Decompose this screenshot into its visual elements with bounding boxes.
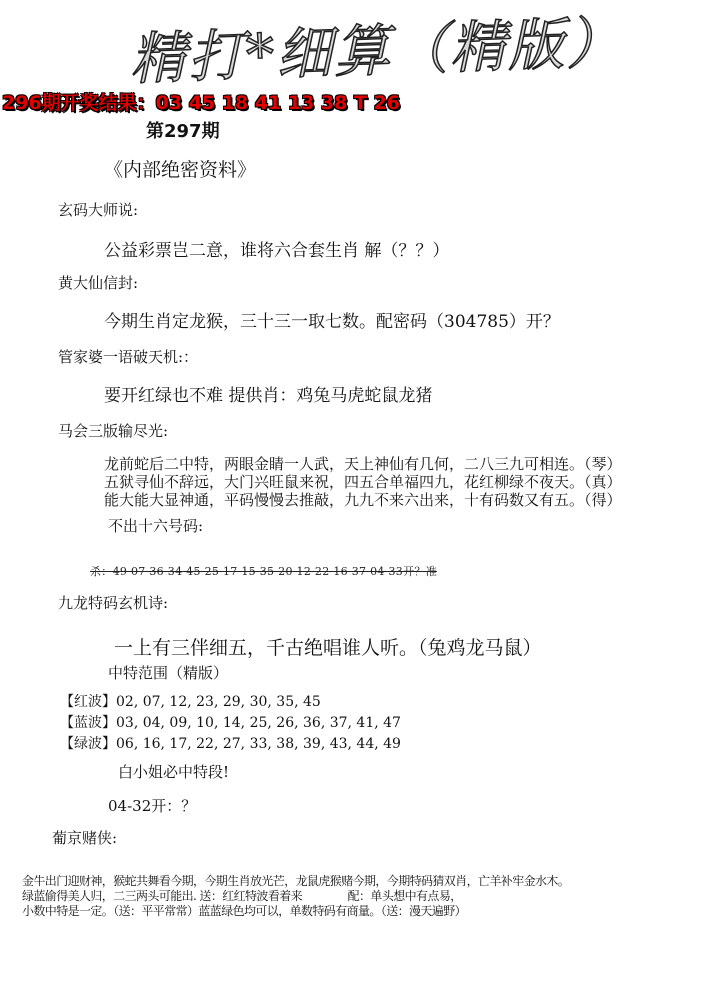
guanjia-label: 管家婆一语破天机:： (58, 348, 199, 366)
banner-title: 精打*细算（精版） (128, 10, 625, 93)
kill-numbers: 杀：49 07 36 34 45 25 17 15 35 20 12 22 16 37 04 33开？准 (90, 565, 438, 578)
green-wave-row (60, 733, 401, 753)
jiulong-text: 一上有三伴细五，千古绝唱谁人听。（兔鸡龙马鼠） (114, 637, 542, 659)
guanjia-text: 要开红绿也不难 提供肖：鸡兔马虎蛇鼠龙猪 (104, 386, 433, 406)
green-wave-tag: 【绿波】 (60, 736, 116, 752)
poem-line-1: 龙前蛇后二中特，两眼金睛一人武，天上神仙有几何，二八三九可相连。（琴） (104, 455, 622, 473)
range-label: 中特范围（精版） (108, 664, 229, 682)
blue-wave-tag: 【蓝波】 (60, 715, 116, 731)
footer-line-3: 小数中特是一定。（送：平平常常）蓝蓝绿色均可以，单数特码有商量。（送：漫天遍野） (22, 904, 467, 918)
huang-text: 今期生肖定龙猴，三十三一取七数。配密码（304785）开？ (104, 312, 560, 332)
poem-line-3: 能大能大显神通，平码慢慢去推敲，九九不来六出来，十有码数又有五。（得） (104, 491, 622, 509)
huang-label: 黄大仙信封: (58, 274, 139, 292)
poem-line-2: 五狱寻仙不辞远，大门兴旺鼠来祝，四五合单福四九，花红柳绿不夜天。（真） (104, 473, 622, 491)
range-result: 04-32开：？ (108, 797, 197, 815)
blue-wave-row (60, 712, 401, 732)
footer-line-2: 绿蓝偷得美人归，二三两头可能出. 送：红红特波看着来 配：单头想中有点易， (22, 889, 462, 903)
mahui-label: 马会三版输尽光: (58, 422, 169, 440)
no16-label: 不出十六号码: (108, 517, 204, 535)
jiulong-label: 九龙特码玄机诗: (58, 594, 169, 612)
red-wave-numbers: 02, 07, 12, 23, 29, 30, 35, 45 (116, 694, 321, 710)
footer-line-1: 金牛出门迎财神，猴蛇共舞看今期，今期生肖放光芒，龙鼠虎猴赌今期，今期特码猜双肖，亡羊补牢金水木。 (22, 874, 570, 888)
previous-result: 296期开奖结果：03 45 18 41 13 38 T 26 (2, 92, 401, 114)
red-wave-row (60, 691, 321, 711)
green-wave-numbers: 06, 16, 17, 22, 27, 33, 38, 39, 43, 44, 49 (116, 736, 401, 752)
blue-wave-numbers: 03, 04, 09, 10, 14, 25, 26, 36, 37, 41, 47 (116, 715, 401, 731)
issue-number: 第297期 (146, 121, 220, 142)
xuanma-label: 玄码大师说: (58, 201, 139, 219)
red-wave-tag: 【红波】 (60, 694, 116, 710)
xuanma-text: 公益彩票岂二意，谁将六合套生肖 解（？？） (104, 241, 450, 261)
pujing-label: 葡京赌侠: (52, 829, 118, 847)
baixiaojie-text: 白小姐必中特段! (118, 763, 230, 781)
doc-title: 《内部绝密资料》 (104, 159, 257, 181)
